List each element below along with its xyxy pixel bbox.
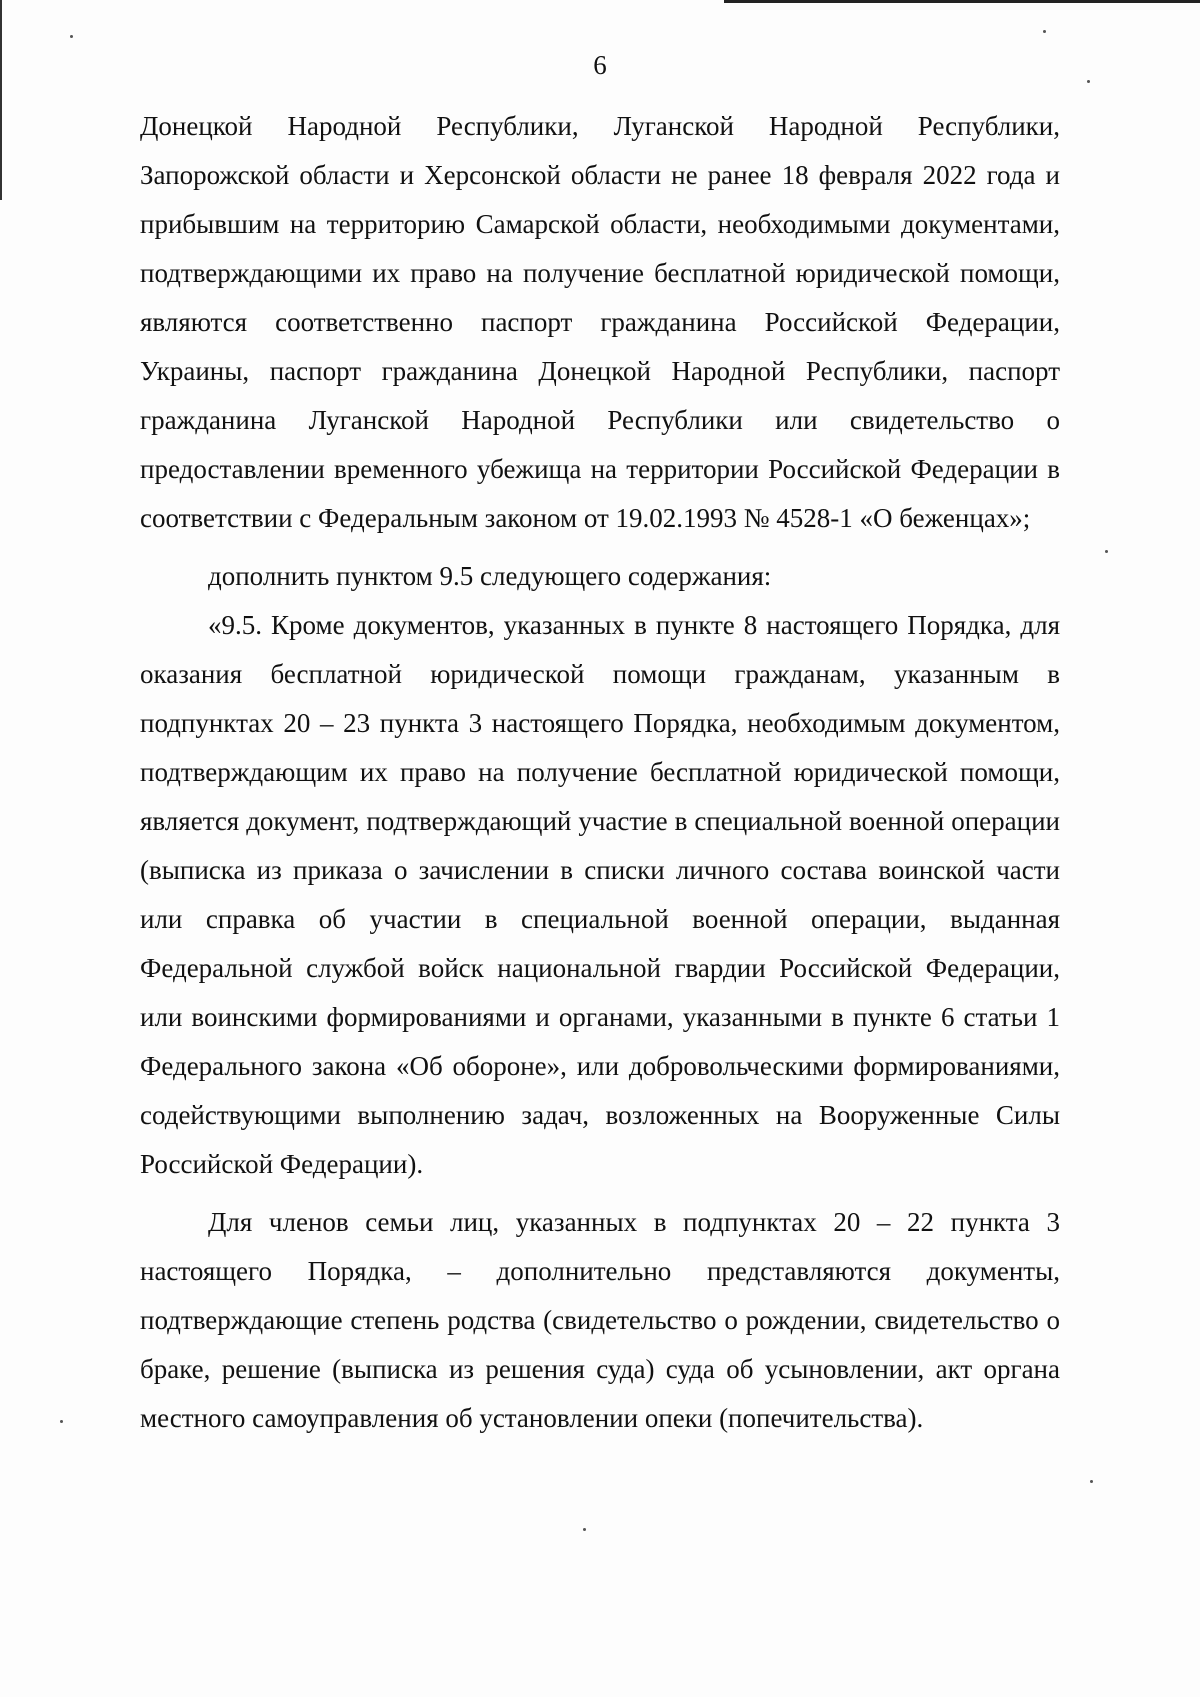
scan-speck	[1087, 80, 1090, 83]
paragraph-family-members: Для членов семьи лиц, указанных в подпунктах 20 – 22 пункта 3 настоящего Порядка, – дополнительно представляются документы, подтверждающие степень родства (свидетельство о рождении, свидетельство о браке, решение (выписка из решения суда) суда об усыновлении, акт органа местного самоуправления об установлении опеки (попечительства).	[140, 1207, 1060, 1433]
left-edge-line	[0, 0, 2, 200]
top-edge-line	[724, 0, 1200, 3]
paragraph-amendment-intro: дополнить пунктом 9.5 следующего содержания:	[208, 561, 772, 591]
scan-speck	[1090, 1480, 1093, 1483]
page-number: 6	[593, 50, 607, 80]
scan-speck	[70, 35, 73, 38]
scan-speck	[583, 1528, 586, 1531]
paragraph-item-9-5: «9.5. Кроме документов, указанных в пункте 8 настоящего Порядка, для оказания бесплатной юридической помощи гражданам, указанным в подпунктах 20 – 23 пункта 3 настоящего Порядка, необходимым документом, подтверждающим их право на получение бесплатной юридической помощи, является документ, подтверждающий участие в специальной военной операции (выписка из приказа о зачислении в списки личного состава воинской части или справка об участии в специальной военной операции, выданная Федеральной службой войск национальной гвардии Российской Федерации, или воинскими формированиями и органами, указанными в пункте 6 статьи 1 Федерального закона «Об обороне», или добровольческими формированиями, содействующими выполнению задач, возложенных на Вооруженные Силы Российской Федерации).	[140, 610, 1060, 1179]
document-body	[140, 102, 1060, 1443]
paragraph-eligible-documents: Донецкой Народной Республики, Луганской Народной Республики, Запорожской области и Херсонской области не ранее 18 февраля 2022 года и прибывшим на территорию Самарской области, необходимыми документами, подтверждающими их право на получение бесплатной юридической помощи, являются соответственно паспорт гражданина Российской Федерации, Украины, паспорт гражданина Донецкой Народной Республики, паспорт гражданина Луганской Народной Республики или свидетельство о предоставлении временного убежища на территории Российской Федерации в соответствии с Федеральным законом от 19.02.1993 № 4528-1 «О беженцах»;	[140, 111, 1060, 533]
scan-speck	[60, 1420, 63, 1423]
scan-speck	[1105, 550, 1108, 553]
scan-speck	[1043, 30, 1046, 33]
